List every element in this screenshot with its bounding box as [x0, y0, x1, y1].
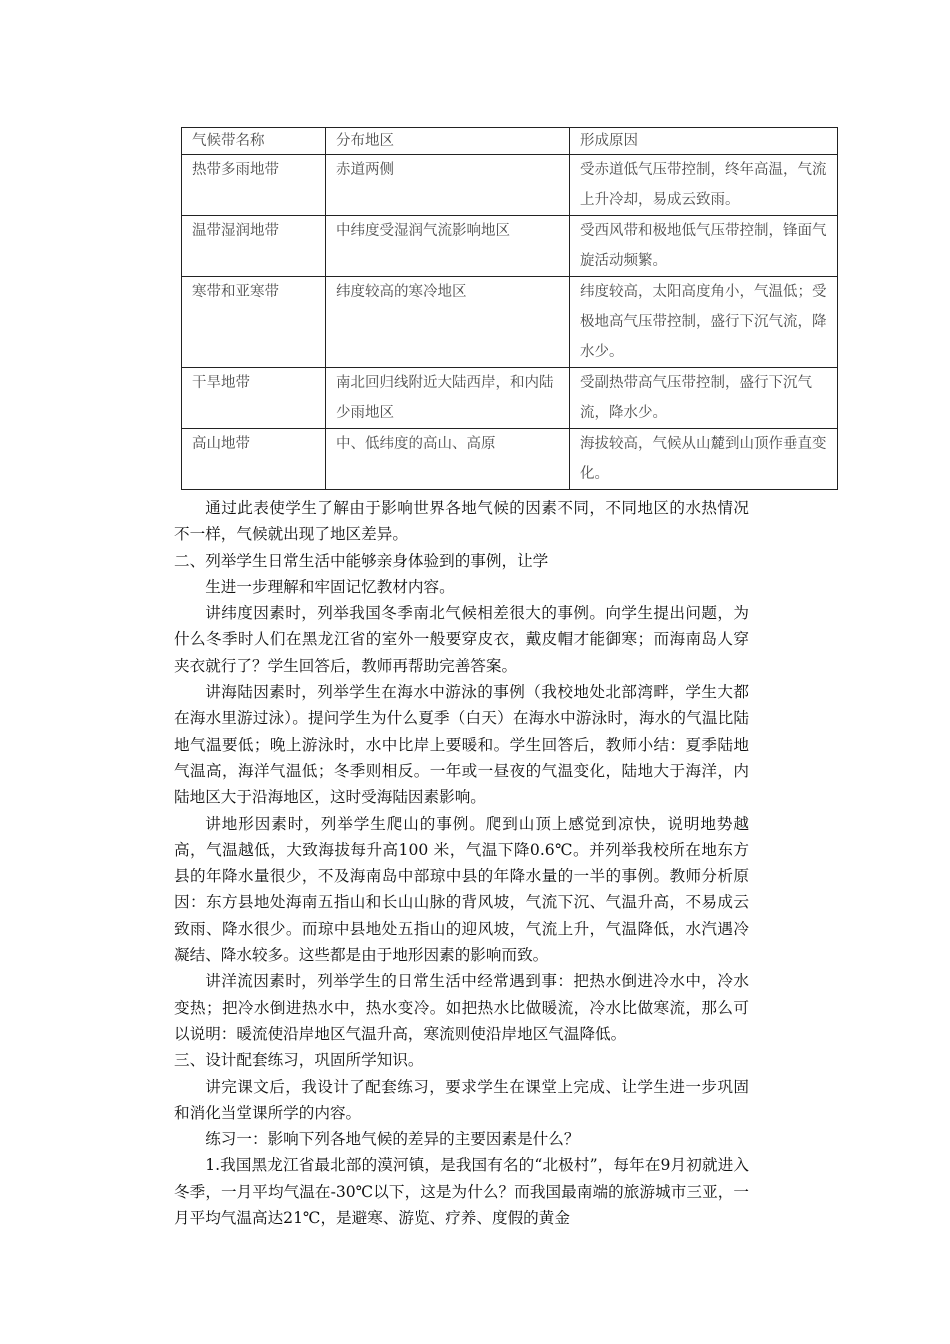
- cause-cell: 受赤道低气压带控制，终年高温，气流上升冷却，易成云致雨。: [570, 155, 838, 216]
- region-cell: 赤道两侧: [326, 155, 570, 216]
- paragraph-land-sea: 讲海陆因素时，列举学生在海水中游泳的事例（我校地处北部湾畔，学生大都在海水里游过泳）。提问学生为什么夏季（白天）在海水中游泳时，海水的气温比陆地气温要低；晚上游泳时，水中比岸上要暖和。学生回答后，教师小结：夏季陆地气温高，海洋气温低；冬季则相反。一年或一昼夜的气温变化，陆地大于海洋，内陆地区大于沿海地区，这时受海陆因素影响。: [174, 683, 749, 807]
- table-row: [182, 368, 838, 429]
- cause-cell: 海拔较高，气候从山麓到山顶作垂直变化。: [570, 429, 838, 490]
- paragraph-exercise-1: 练习一：影响下列各地气候的差异的主要因素是什么？: [205, 1130, 580, 1149]
- region-cell: 南北回归线附近大陆西岸，和内陆少雨地区: [326, 368, 570, 429]
- zone-name-cell: 高山地带: [182, 429, 326, 490]
- zone-name-cell: 温带湿润地带: [182, 216, 326, 277]
- section-heading-3: 三、设计配套练习，巩固所学知识。: [174, 1051, 424, 1070]
- header-region: 分布地区: [326, 128, 570, 155]
- table-row: [182, 216, 838, 277]
- cause-cell: 受西风带和极地低气压带控制，锋面气旋活动频繁。: [570, 216, 838, 277]
- region-cell: 纬度较高的寒冷地区: [326, 277, 570, 368]
- zone-name-cell: 干旱地带: [182, 368, 326, 429]
- zone-name-cell: 寒带和亚寒带: [182, 277, 326, 368]
- paragraph-ocean-current: 讲洋流因素时，列举学生的日常生活中经常遇到事：把热水倒进冷水中，冷水变热；把冷水倒进热水中，热水变冷。如把热水比做暖流，冷水比做寒流，那么可以说明：暖流使沿岸地区气温升高，寒流则使沿岸地区气温降低。: [174, 972, 749, 1043]
- table-row: [182, 155, 838, 216]
- paragraph-question-1: 1.我国黑龙江省最北部的漠河镇，是我国有名的“北极村”，每年在9月初就进入冬季，一月平均气温在-30℃以下，这是为什么？而我国最南端的旅游城市三亚，一月平均气温高达21℃，是避寒、游览、疗养、度假的黄金: [174, 1156, 749, 1228]
- zone-name-cell: 热带多雨地带: [182, 155, 326, 216]
- header-zone-name: 气候带名称: [182, 128, 326, 155]
- region-cell: 中、低纬度的高山、高原: [326, 429, 570, 490]
- table-header-row: [182, 128, 838, 155]
- paragraph-terrain: 讲地形因素时，列举学生爬山的事例。爬到山顶上感觉到凉快，说明地势越高，气温越低，大致海拔每升高100 米，气温下降0.6℃。并列举我校所在地东方县的年降水量很少，不及海南岛中部琼中县的年降水量的一半的事例。教师分析原因：东方县地处海南五指山和长山山脉的背风坡，气流下沉、气温升高，不易成云致雨、降水很少。而琼中县地处五指山的迎风坡，气流上升，气温降低，水汽遇冷凝结、降水较多。这些都是由于地形因素的影响而致。: [174, 814, 749, 965]
- paragraph-table-summary: 通过此表使学生了解由于影响世界各地气候的因素不同，不同地区的水热情况不一样，气候就出现了地区差异。: [174, 499, 749, 544]
- paragraph-exercise-intro: 讲完课文后，我设计了配套练习，要求学生在课堂上完成、让学生进一步巩固和消化当堂课所学的内容。: [174, 1077, 749, 1122]
- cause-cell: 受副热带高气压带控制，盛行下沉气流，降水少。: [570, 368, 838, 429]
- region-cell: 中纬度受湿润气流影响地区: [326, 216, 570, 277]
- table-row: [182, 429, 838, 490]
- climate-zone-table: [181, 127, 838, 490]
- paragraph-latitude: 讲纬度因素时，列举我国冬季南北气候相差很大的事例。向学生提出问题，为什么冬季时人们在黑龙江省的室外一般要穿皮衣，戴皮帽才能御寒；而海南岛人穿夹衣就行了？学生回答后，教师再帮助完善答案。: [174, 604, 749, 675]
- cause-cell: 纬度较高，太阳高度角小，气温低；受极地高气压带控制，盛行下沉气流，降水少。: [570, 277, 838, 368]
- body-text: [174, 495, 749, 1231]
- table-row: [182, 277, 838, 368]
- section-heading-2-cont: 生进一步理解和牢固记忆教材内容。: [205, 577, 455, 596]
- section-heading-2: 二、列举学生日常生活中能够亲身体验到的事例，让学: [174, 551, 549, 570]
- header-cause: 形成原因: [570, 128, 838, 155]
